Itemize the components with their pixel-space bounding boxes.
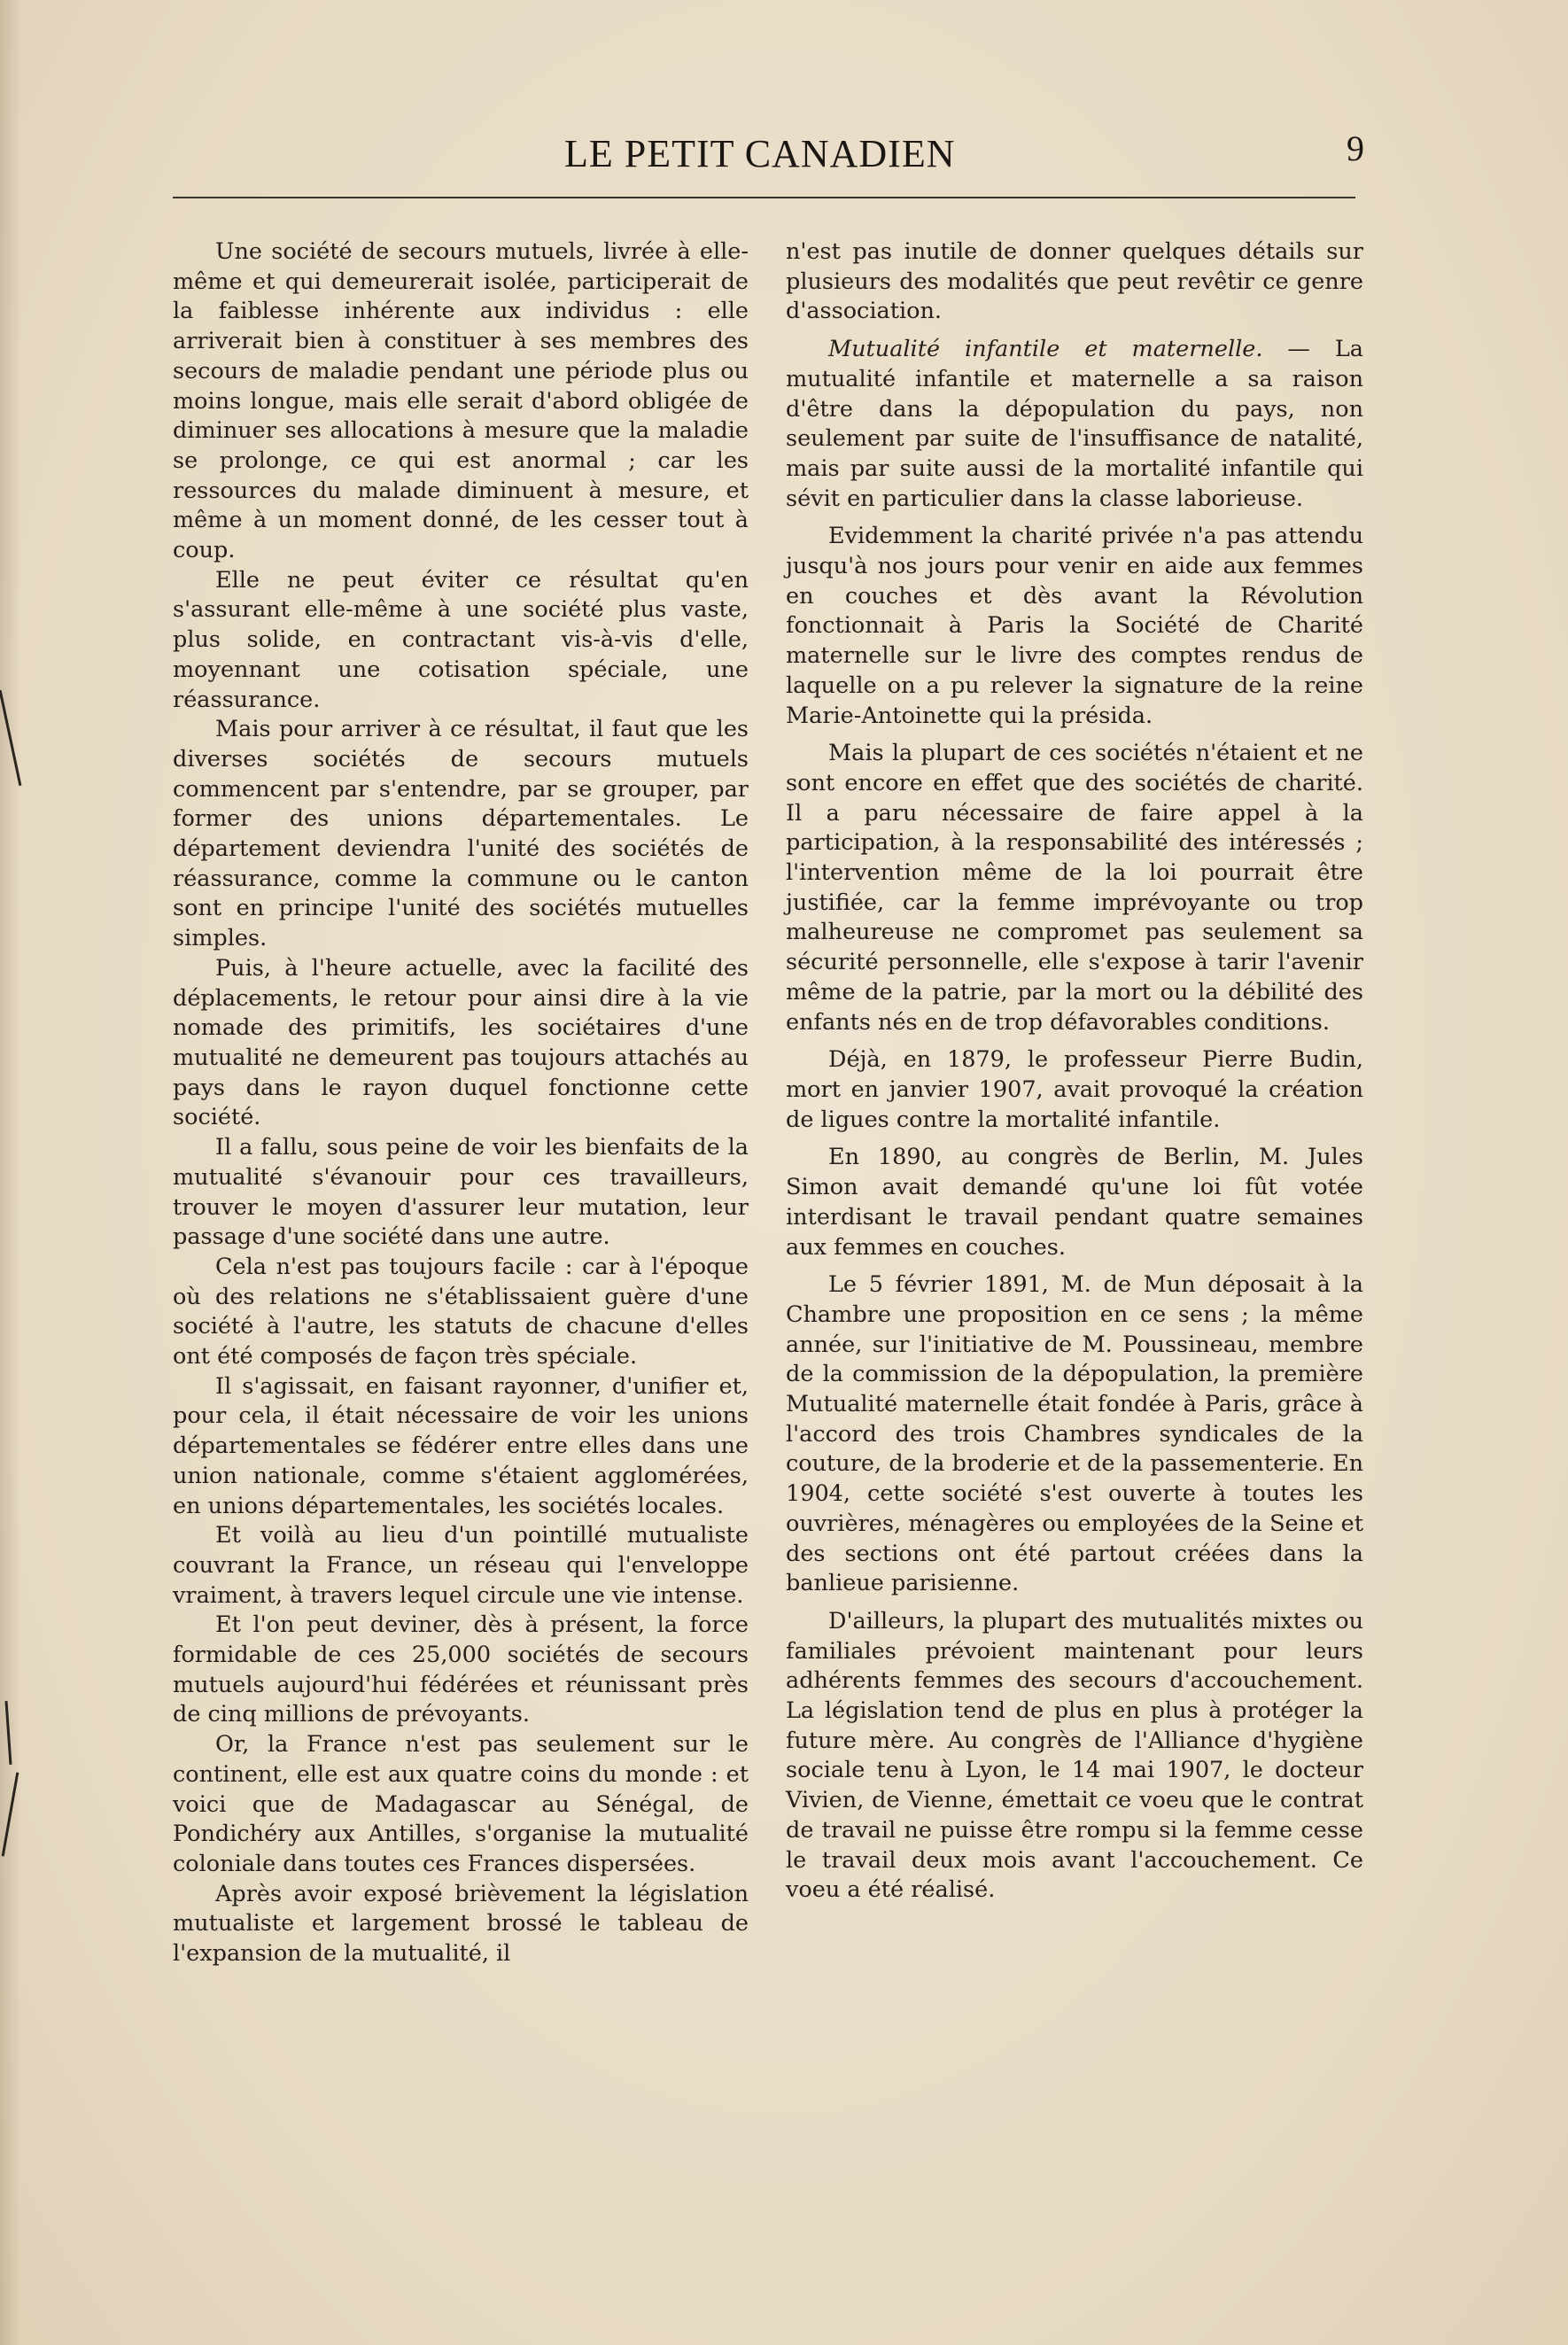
page-number: 9 (1347, 128, 1364, 168)
paragraph: Après avoir exposé brièvement la législation mutualiste et largement brossé le tableau de l'expansion de la mutualité, il (173, 1880, 749, 1968)
paragraph: Déjà, en 1879, le professeur Pierre Budin, mort en janvier 1907, avait provoqué la création de ligues contre la mortalité infantile. (786, 1046, 1363, 1133)
paragraph-continued: n'est pas inutile de donner quelques détails sur plusieurs des modalités que peut revêtir ce genre d'association. (786, 238, 1363, 325)
paragraph: Cela n'est pas toujours facile : car à l'époque où des relations ne s'établissaient guère d'une société à l'autre, les statuts de chacune d'elles ont été composés de façon très spéciale. (173, 1253, 749, 1371)
right-column (786, 237, 1363, 1906)
section-text: La mutualité infantile et maternelle a sa raison d'être dans la dépopulation du pays, non seulement par suite de l'insuffisance de natalité, mais par suite aussi de la mortalité infantile qui sévit en particulier dans la classe laborieuse. (786, 336, 1364, 512)
header-rule (173, 197, 1355, 198)
section-paragraph (786, 335, 1363, 514)
paragraph: Evidemment la charité privée n'a pas attendu jusqu'à nos jours pour venir en aide aux femmes en couches et dès avant la Révolution fonctionnait à Paris la Société de Charité maternelle sur le livre des comptes rendus de laquelle on a pu relever la signature de la reine Marie-Antoinette qui la présida. (786, 523, 1363, 729)
paragraph: Elle ne peut éviter ce résultat qu'en s'assurant elle-même à une société plus vaste, plus solide, en contractant vis-à-vis d'elle, moyennant une cotisation spéciale, une réassurance. (173, 566, 749, 713)
paragraph: Une société de secours mutuels, livrée à elle-même et qui demeurerait isolée, participerait de la faiblesse inhérente aux individus : elle arriverait bien à constituer à ses membres des secours de maladie pendant une période plus ou moins longue, mais elle serait d'abord obligée de diminuer ses allocations à mesure que la maladie se prolonge, ce qui est anormal ; car les ressources du malade diminuent à mesure, et même à un moment donné, de les cesser tout à coup. (173, 238, 749, 564)
page-title: LE PETIT CANADIEN (564, 132, 956, 175)
running-header (0, 128, 1568, 184)
paragraph: Le 5 février 1891, M. de Mun déposait à la Chambre une proposition en ce sens ; la même année, sur l'initiative de M. Poussineau, membre de la commission de la dépopulation, la première Mutualité maternelle était fondée à Paris, grâce à l'accord des trois Chambres syndicales de la couture, de la broderie et de la passementerie. En 1904, cette société s'est ouverte à toutes les ouvrières, ménagères ou employées de la Seine et des sections ont été partout créées dans la banlieue parisienne. (786, 1271, 1363, 1597)
left-column (173, 237, 749, 1969)
page-edge-shadow (0, 0, 21, 2345)
section-dash: — (1262, 336, 1335, 363)
paragraph: Il a fallu, sous peine de voir les bienfaits de la mutualité s'évanouir pour ces travailleurs, trouver le moyen d'assurer leur mutation, leur passage d'une société dans une autre. (173, 1134, 749, 1251)
paragraph: Et l'on peut deviner, dès à présent, la force formidable de ces 25,000 sociétés de secours mutuels aujourd'hui fédérées et réunissant près de cinq millions de prévoyants. (173, 1611, 749, 1728)
paragraph: Et voilà au lieu d'un pointillé mutualiste couvrant la France, un réseau qui l'enveloppe vraiment, à travers lequel circule une vie intense. (173, 1522, 749, 1609)
paragraph: D'ailleurs, la plupart des mutualités mixtes ou familiales prévoient maintenant pour leurs adhérents femmes des secours d'accouchement. La législation tend de plus en plus à protéger la future mère. Au congrès de l'Alliance d'hygiène sociale tenu à Lyon, le 14 mai 1907, le docteur Vivien, de Vienne, émettait ce voeu que le contrat de travail ne puisse être rompu si la femme cesse le travail deux mois avant l'accouchement. Ce voeu a été réalisé. (786, 1607, 1363, 1904)
paragraph: Puis, à l'heure actuelle, avec la facilité des déplacements, le retour pour ainsi dire à la vie nomade des primitifs, les sociétaires d'une mutualité ne demeurent pas toujours attachés au pays dans le rayon duquel fonctionne cette société. (173, 954, 749, 1131)
paragraph: En 1890, au congrès de Berlin, M. Jules Simon avait demandé qu'une loi fût votée interdisant le travail pendant quatre semaines aux femmes en couches. (786, 1144, 1363, 1261)
section-title: Mutualité infantile et maternelle. (828, 336, 1263, 363)
paragraph: Or, la France n'est pas seulement sur le continent, elle est aux quatre coins du monde : et voici que de Madagascar au Sénégal, de Pondichéry aux Antilles, s'organise la mutualité coloniale dans toutes ces Frances dispersées. (173, 1731, 749, 1877)
paragraph: Mais la plupart de ces sociétés n'étaient et ne sont encore en effet que des sociétés de charité. Il a paru nécessaire de faire appel à la participation, à la responsabilité des intéressés ; l'intervention même de la loi pourrait être justifiée, car la femme imprévoyante ou trop malheureuse ne compromet pas seulement sa sécurité personnelle, elle s'expose à tarir l'avenir même de la patrie, par la mort ou la débilité des enfants nés en de trop défavorables conditions. (786, 740, 1363, 1036)
paragraph: Mais pour arriver à ce résultat, il faut que les diverses sociétés de secours mutuels commencent par s'entendre, par se grouper, par former des unions départementales. Le département deviendra l'unité des sociétés de réassurance, comme la commune ou le canton sont en principe l'unité des sociétés mutuelles simples. (173, 716, 749, 952)
paragraph: Il s'agissait, en faisant rayonner, d'unifier et, pour cela, il était nécessaire de voir les unions départementales se fédérer entre elles dans une union nationale, comme s'étaient agglomérées, en unions départementales, les sociétés locales. (173, 1372, 749, 1519)
